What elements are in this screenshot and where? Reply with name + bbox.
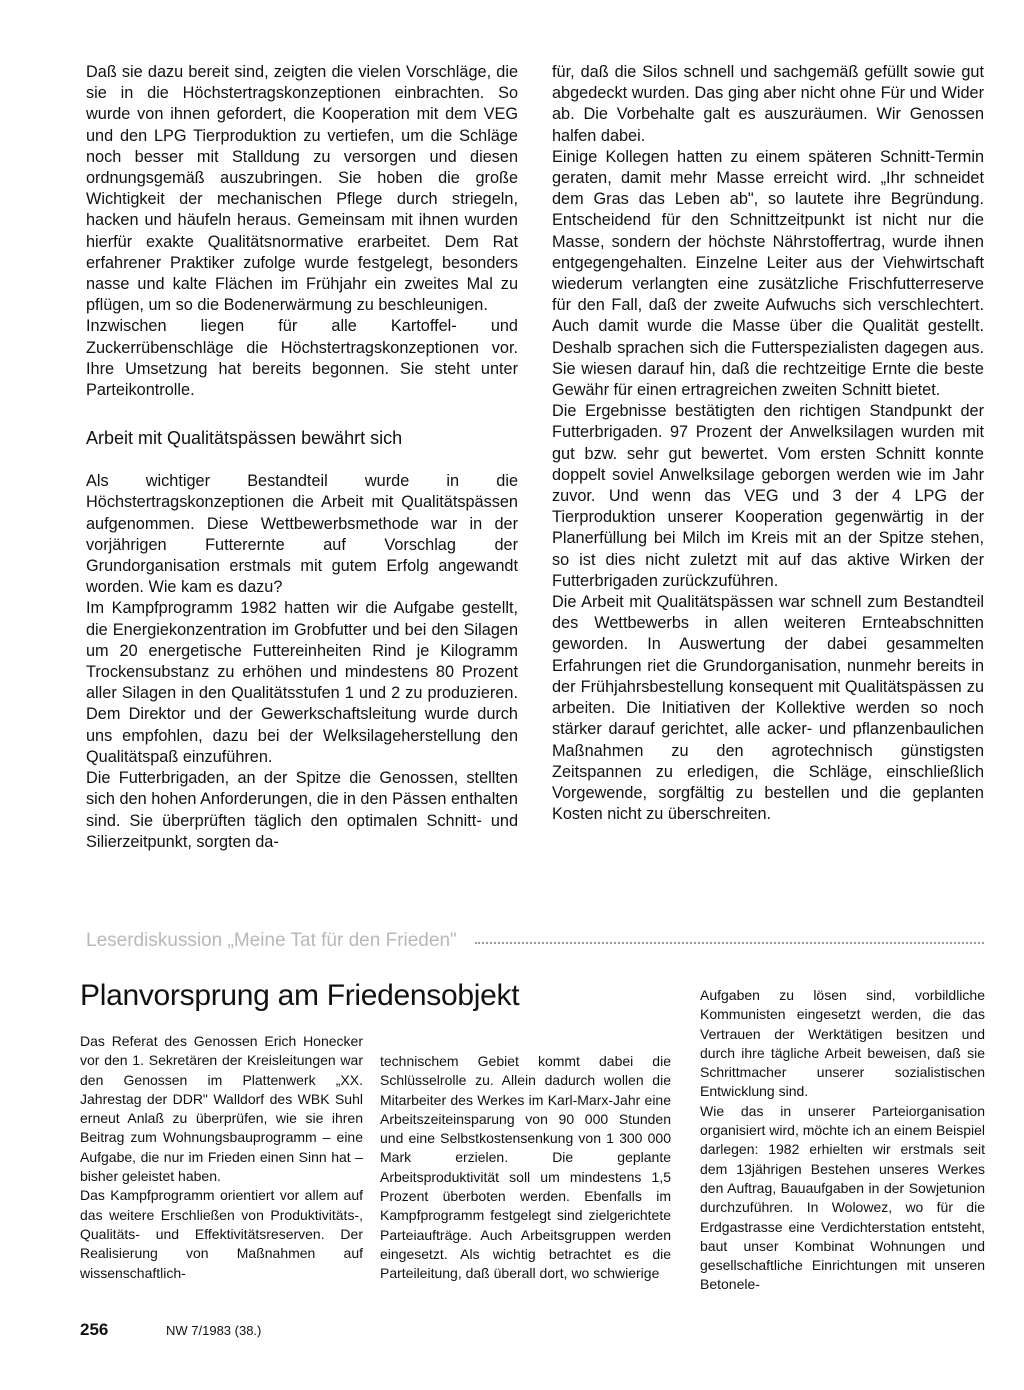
paragraph: Inzwischen liegen für alle Kartoffel- und Zuckerrübenschläge die Höchstertragskonzeptionen vor. Ihre Umsetzung hat bereits begonnen. Sie steht unter Parteikontrolle. xyxy=(86,317,518,400)
paragraph: für, daß die Silos schnell und sachgemäß gefüllt sowie gut abgedeckt wurden. Das ging aber nicht ohne Für und Wider ab. Die Vorbehalte galt es auszuräumen. Wir Genossen halfen dabei. xyxy=(552,63,984,145)
paragraph: Aufgaben zu lösen sind, vorbildliche Kommunisten eingesetzt werden, die das Vertrauen der Werktätigen besitzen und durch ihre tägliche Arbeit beweisen, daß sie Schrittmacher unserer sozialistischen Entwicklung sind. xyxy=(700,987,985,1100)
article-upper-right-column xyxy=(552,62,984,825)
article-lower-column-2 xyxy=(380,1052,671,1284)
page-footer xyxy=(80,1320,261,1340)
article-upper-left-column xyxy=(86,62,518,853)
paragraph: Die Arbeit mit Qualitätspässen war schnell zum Bestandteil des Wettbewerbs in allen weiteren Ernteabschnitten geworden. In Auswertung der dabei gesammelten Erfahrungen riet die Grundorganisation, nunmehr bereits in der Frühjahrsbestellung konsequent mit Qualitätspässen zu arbeiten. Die Initiativen der Kollektive werden so noch stärker darauf gerichtet, alle acker- und pflanzenbaulichen Maßnahmen zu den agrotechnisch günstigsten Zeitspannen zu erledigen, die Schläge, einschließlich Vorgewende, sorgfältig zu bestellen und die geplanten Kosten nicht zu überschreiten. xyxy=(552,593,984,824)
page-number: 256 xyxy=(80,1320,109,1339)
paragraph: Wie das in unserer Parteiorganisation organisiert wird, möchte ich an einem Beispiel darlegen: 1982 erhielten wir erstmals seit dem 13jährigen Bestehen unseres Werkes den Auftrag, Bauaufgaben in der Sowjetunion durchzuführen. In Wolowez, wo für die Erdgastrasse eine Verdichterstation entsteht, baut unser Kombinat Wohnungen und gesellschaftliche Einrichtungen mit unseren Betonele- xyxy=(700,1102,985,1293)
article-lower-column-3 xyxy=(700,986,985,1295)
paragraph: technischem Gebiet kommt dabei die Schlüsselrolle zu. Allein dadurch wollen die Mitarbeiter des Werkes im Karl-Marx-Jahr eine Arbeitszeiteinsparung von 90 000 Stunden und eine Selbstkostensenkung von 1 300 000 Mark erzielen. Die geplante Arbeitsproduktivität soll um mindestens 1,5 Prozent überboten werden. Ebenfalls im Kampfprogramm festgelegt sind zielgerichtete Parteiaufträge. Auch Arbeitsgruppen werden eingesetzt. Als wichtig betrachtet es die Parteileitung, daß überall dort, wo schwierige xyxy=(380,1053,671,1282)
paragraph: Einige Kollegen hatten zu einem späteren Schnitt-Termin geraten, damit mehr Masse erreicht wird. „Ihr schneidet dem Gras das Leben ab", so lautete ihre Begründung. Entscheidend für den Schnittzeitpunkt ist nicht nur die Masse, sondern der höchste Nährstoffertrag, wurde ihnen entgegengehalten. Einzelne Leiter aus der Viehwirtschaft wiederum verlangten eine zusätzliche Frischfutterreserve für den Fall, daß der zweite Aufwuchs sich verschlechtert. Auch damit wurde die Masse über die Qualität gestellt. Deshalb sprachen sich die Futterspezialisten dagegen aus. Sie wiesen darauf hin, daß die rechtzeitige Ernte die beste Gewähr für einen ertragreichen zweiten Schnitt bietet. xyxy=(552,147,984,400)
article-lower-column-1 xyxy=(80,1032,363,1283)
rubric-divider xyxy=(475,942,984,944)
paragraph: Daß sie dazu bereit sind, zeigten die vielen Vorschläge, die sie in die Höchstertragskonzeptionen einbrachten. So wurde von ihnen gefordert, die Kooperation mit dem VEG und den LPG Tierproduktion zu vertiefen, um die Schläge noch besser mit Stalldung zu versorgen und diesen ordnungsgemäß auszubringen. Sie hoben die große Wichtigkeit der mechanischen Pflege durch striegeln, hacken und häufeln heraus. Gemeinsam mit ihnen wurden hierfür exakte Qualitätsnormative erarbeitet. Dem Rat erfahrener Praktiker zufolge wurde festgelegt, besonders nasse und kalte Flächen im Frühjahr ein zweites Mal zu pflügen, um so die Bodenerwärmung zu beschleunigen. xyxy=(86,63,518,315)
subheading: Arbeit mit Qualitätspässen bewährt sich xyxy=(86,428,403,449)
paragraph: Im Kampfprogramm 1982 hatten wir die Aufgabe gestellt, die Energiekonzentration im Grobfutter und bei den Silagen um 20 energetische Futtereinheiten Rind je Kilogramm Trockensubstanz zu erhöhen und mindestens 80 Prozent aller Silagen in den Qualitätsstufen 1 und 2 zu produzieren. Dem Direktor und der Gewerkschaftsleitung wurde durch uns empfohlen, dazu bei der Welksilageherstellung den Qualitätspaß einzuführen. xyxy=(86,599,518,766)
article-headline: Planvorsprung am Friedensobjekt xyxy=(80,979,520,1012)
rubric-label: Leserdiskussion „Meine Tat für den Frieden" xyxy=(86,930,457,951)
section-rubric xyxy=(86,928,984,954)
paragraph: Das Referat des Genossen Erich Honecker vor den 1. Sekretären der Kreisleitungen war den Genossen im Plattenwerk „XX. Jahrestag der DDR" Walldorf des WBK Suhl erneut Anlaß zu überprüfen, wie sie ihren Beitrag zum Wohnungsbauprogramm – eine Aufgabe, die nur im Frieden einen Sinn hat – bisher geleistet haben. xyxy=(80,1033,363,1185)
paragraph: Die Futterbrigaden, an der Spitze die Genossen, stellten sich den hohen Anforderungen, die in den Pässen enthalten sind. Sie überprüften täglich den optimalen Schnitt- und Silierzeitpunkt, sorgten da- xyxy=(86,769,518,851)
paragraph: Das Kampfprogramm orientiert vor allem auf das weitere Erschließen von Produktivitäts-, Qualitäts- und Effektivitätsreserven. Der Realisierung von Maßnahmen auf wissenschaftlich- xyxy=(80,1187,363,1281)
paragraph: Als wichtiger Bestandteil wurde in die Höchstertragskonzeptionen die Arbeit mit Qualitätspässen aufgenommen. Diese Wettbewerbsmethode war in der vorjährigen Futterernte auf Vorschlag der Grundorganisation erstmals mit gutem Erfolg angewandt worden. Wie kam es dazu? xyxy=(86,472,518,597)
issue-reference: NW 7/1983 (38.) xyxy=(166,1323,262,1338)
paragraph: Die Ergebnisse bestätigten den richtigen Standpunkt der Futterbrigaden. 97 Prozent der Anwelksilagen wurden mit gut bzw. sehr gut bewertet. Vom ersten Schnitt konnte doppelt soviel Anwelksilage geborgen werden wie im Jahr zuvor. Und wenn das VEG und 3 der 4 LPG der Tierproduktion unserer Kooperation gegenwärtig in der Planerfüllung bei Milch im Kreis mit an der Spitze stehen, so ist dies nicht zuletzt mit auf das aktive Wirken der Futterbrigaden zurückzuführen. xyxy=(552,402,984,590)
